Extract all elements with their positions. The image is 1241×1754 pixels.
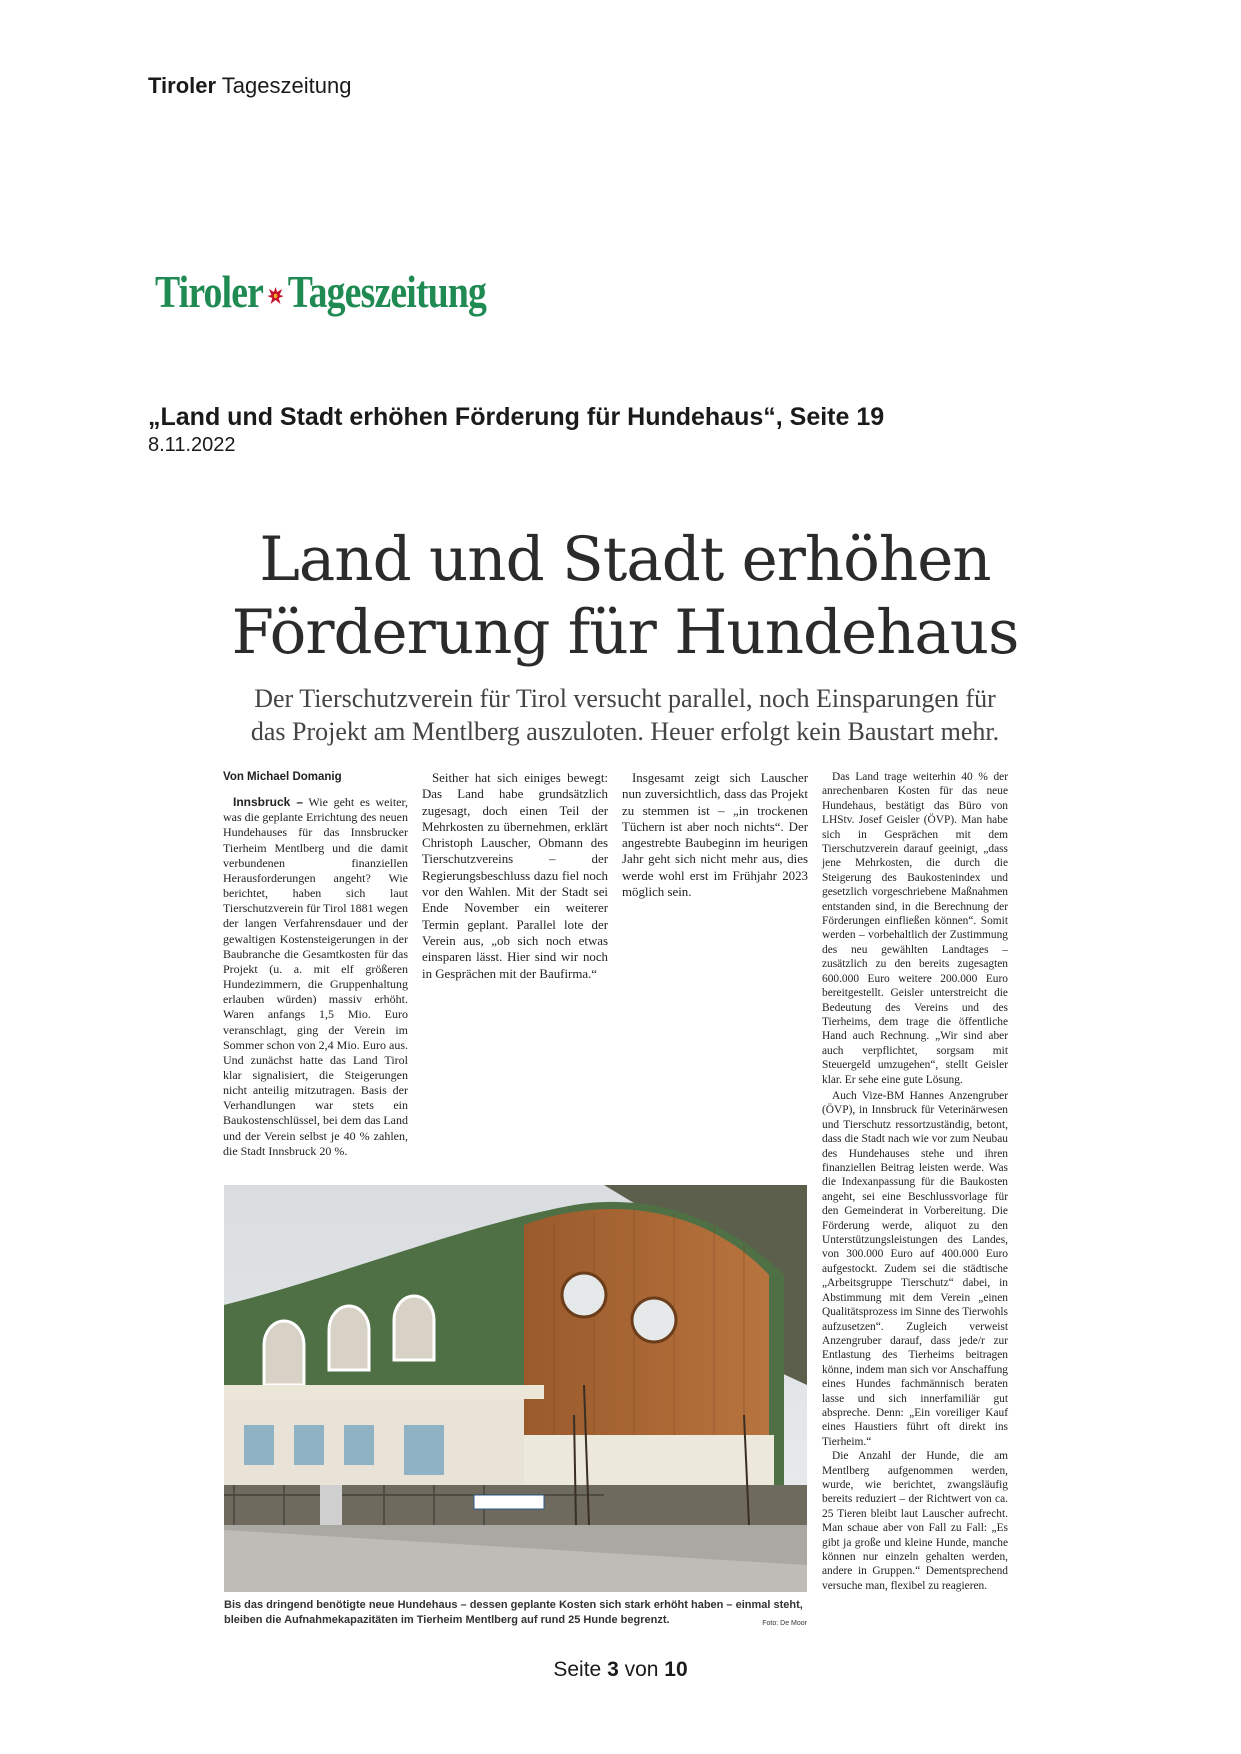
- article-column-4: [822, 770, 1008, 1087]
- caption-text: Bis das dringend benötigte neue Hundehaus – dessen geplante Kosten sich stark erhöht haben – einmal steht, bleiben die Aufnahmekapazitäten im Tierheim Mentlberg auf rund 25 Hunde begrenzt.: [224, 1599, 803, 1626]
- photo-credit: Foto: De Moor: [762, 1620, 807, 1627]
- article-column-3: [622, 770, 808, 900]
- byline: Von Michael Domanig: [223, 771, 342, 783]
- paragraph-2: Seither hat sich einiges bewegt: Das Land habe grundsätzlich zugesagt, doch einen Teil der Mehrkosten zu übernehmen, erklärt Christoph Lauscher, Obmann des Tierschutzvereins – der Regierungsbeschluss dazu fiel noch vor den Wahlen. Mit der Stadt sei Ende November ein weiterer Termin geplant. Parallel lote der Verein aus, „ob sich noch etwas einsparen lässt. Hier sind wir noch in Gesprächen mit der Baufirma.“: [422, 771, 608, 981]
- paragraph-5: Auch Vize-BM Hannes Anzengruber (ÖVP), in Innsbruck für Veterinärwesen und Tierschutz ressortzuständig, betont, dass die Stadt nach wie vor zum Neubau des Hundehauses stehe und ihren finanziellen Beitrag leisten werde. Was die Indexanpassung für die Baukosten angeht, sei eine Beschlussvorlage für den Gemeinderat in Vorbereitung. Die Förderung werde, aliquot zu den Unterstützungsleistungen des Landes, von 300.000 Euro auf 400.000 Euro aufgestockt. Zudem sei die städtische „Arbeitsgruppe Tierschutz“ dabei, in Abstimmung mit dem Verein „einen Qualitätsprozess im Sinne des Tierwohls aufzusetzen“. Zugleich verweist Anzengruber darauf, dass jede/r zur Entlastung des Tierheims beitragen könne, indem man sich vor Anschaffung eines Hundes fachmännisch beraten lasse und sich innerfamiliär gut abspreche. Denn: „Ein voreiliger Kauf eines Haustiers führt oft direkt ins Tierheim.“: [822, 1090, 1008, 1448]
- headline-line-1: Land und Stadt erhöhen: [259, 524, 991, 595]
- dateline: Innsbruck –: [233, 795, 303, 810]
- article-column-2: [422, 770, 608, 982]
- subtitle-line-2: das Projekt am Mentlberg auszuloten. Heuer erfolgt kein Baustart mehr.: [250, 717, 1000, 746]
- paragraph-1: Innsbruck – Wie geht es weiter, was die geplante Errichtung des neuen Hundehauses für das Innsbrucker Tierheim Mentlberg und die damit verbundenen finanziellen Herausforderungen angeht? Wie berichtet, haben sich laut Tierschutzverein für Tirol 1881 wegen der langen Verfahrensdauer und der gewaltigen Kostensteigerungen in der Baubranche die Gesamtkosten für das Projekt (u. a. mit elf größeren Hundezimmern, die Gruppenhaltung erlauben würden) massiv erhöht. Waren anfangs 1,5 Mio. Euro veranschlagt, ging der Verein im Sommer schon von 2,4 Mio. Euro aus. Und zunächst hatte das Land Tirol klar signalisiert, die Steigerungen nicht anteilig mitzutragen. Basis der Verhandlungen war stets ein Baukostenschlüssel, bei dem das Land und der Verein selbst je 40 % zahlen, die Stadt Innsbruck 20 %.: [223, 795, 408, 1158]
- header-brand-bold: Tiroler: [148, 73, 217, 98]
- article-subtitle: [230, 682, 1020, 748]
- subtitle-line-1: Der Tierschutzverein für Tirol versucht parallel, noch Einsparungen für: [254, 684, 996, 713]
- article-photo: [224, 1185, 807, 1592]
- current-page: 3: [607, 1658, 619, 1681]
- document-header: [148, 73, 351, 99]
- logo-word-right: Tageszeitung: [287, 266, 487, 317]
- article-headline: [230, 523, 1020, 669]
- clipping-title: „Land und Stadt erhöhen Förderung für Hundehaus“, Seite 19: [148, 403, 885, 431]
- total-pages: 10: [664, 1658, 688, 1681]
- photo-caption: [224, 1598, 807, 1631]
- paragraph-6: Die Anzahl der Hunde, die am Mentlberg aufgenommen werden, wurde, wie berichtet, zwangsläufig bereits reduziert – der Richtwert von ca. 25 Tieren bleibt laut Lauscher aufrecht. Man schaue aber von Fall zu Fall: „Es gibt ja große und kleine Hunde, manche können nur einzeln gehalten werden, andere in Gruppen.“ Dementsprechend versuche man, flexibel zu reagieren.: [822, 1450, 1008, 1592]
- building-photo: [224, 1185, 807, 1592]
- paragraph-4: Das Land trage weiterhin 40 % der anrechenbaren Kosten für das neue Hundehaus, bestätigt das Büro von LHStv. Josef Geisler (ÖVP). Man habe sich in Gesprächen mit dem Tierschutzverein darauf geeinigt, „dass jene Mehrkosten, die durch die Steigerung des Baukostenindex und gesetzlich vorgeschriebene Maßnahmen entstanden sind, in die Berechnung der Förderungen einfließen können“. Somit werden – vorbehaltlich der Zustimmung des neu gewählten Landtages – zusätzlich zu den bereits zugesagten 600.000 Euro weitere 200.000 Euro bereitgestellt. Geisler unterstreicht die Bedeutung des Vereins und des Tierheims, dem trage die öffentliche Hand auch Rechnung. „Wir sind aber auch verpflichtet, sorgsam mit Steuergeld umzugehen“, stellt Geisler klar. Er sehe eine gute Lösung.: [822, 771, 1008, 1086]
- page-footer: Seite 3 von 10: [553, 1658, 688, 1681]
- clipping-date: 8.11.2022: [148, 434, 236, 456]
- newspaper-logo: [155, 265, 495, 325]
- eagle-icon: [266, 284, 286, 308]
- headline-line-2: Förderung für Hundehaus: [231, 597, 1019, 668]
- logo-word-left: Tiroler: [155, 266, 264, 317]
- paragraph-3: Insgesamt zeigt sich Lauscher nun zuversichtlich, dass das Projekt zu stemmen ist – „in trockenen Tüchern ist aber noch nichts“. Der angestrebte Baubeginn im heurigen Jahr geht sich nicht mehr aus, dies werde wohl erst im Frühjahr 2023 möglich sein.: [622, 771, 808, 900]
- article-column-1: [223, 770, 408, 1159]
- header-brand-rest: Tageszeitung: [216, 73, 352, 98]
- article-column-4-rest: [822, 1089, 1008, 1593]
